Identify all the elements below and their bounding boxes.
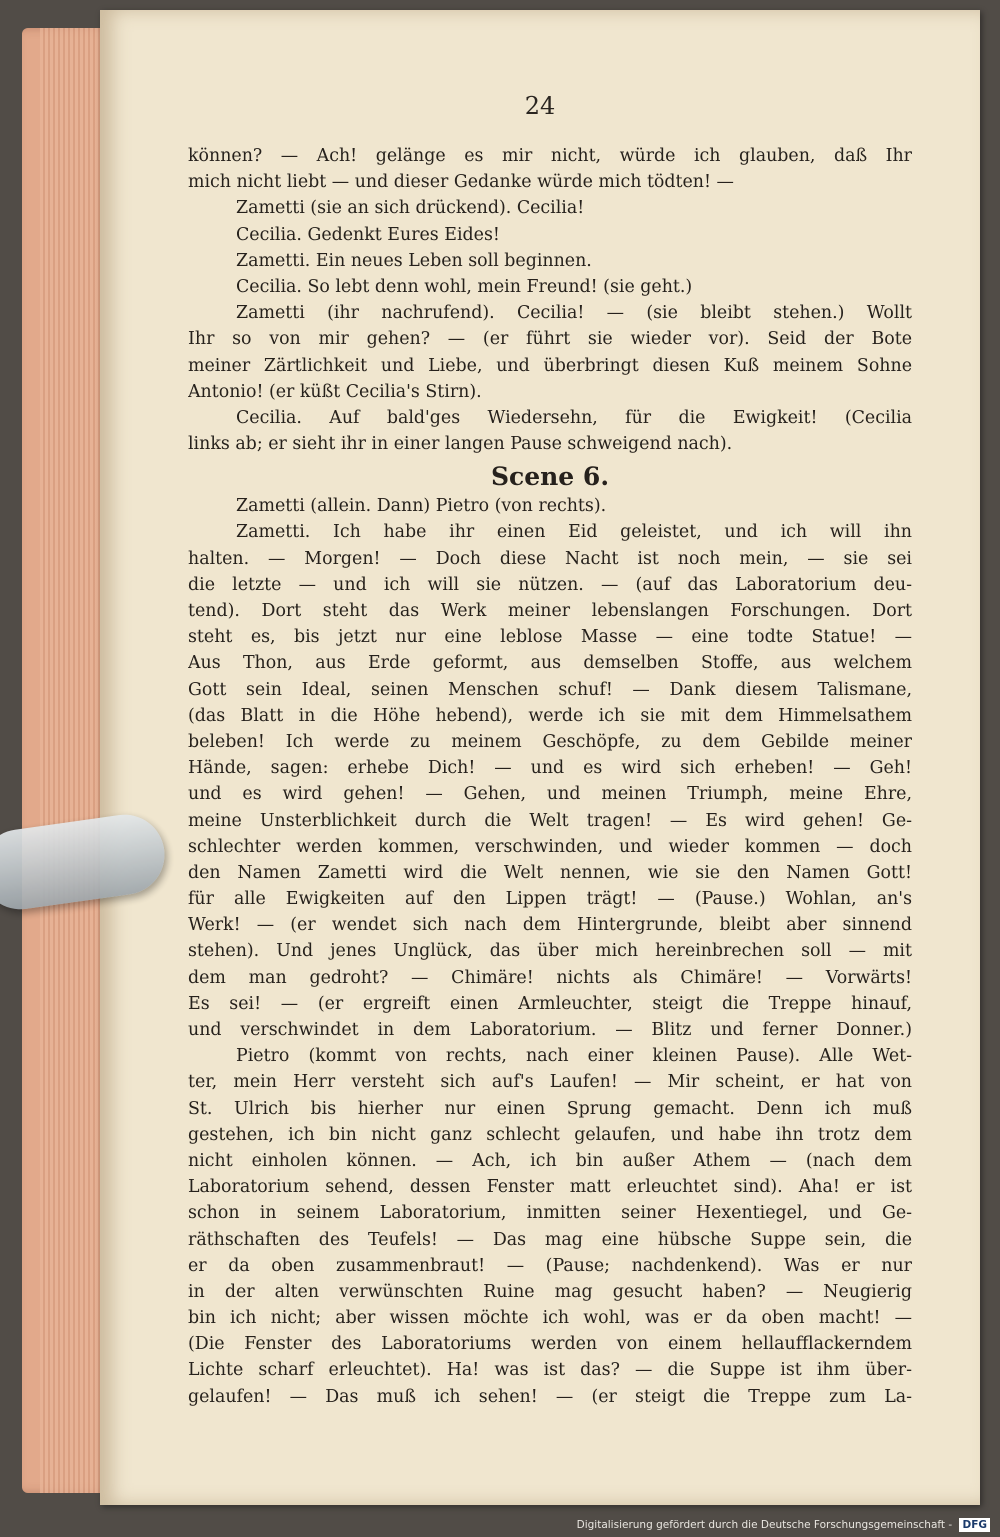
text-line: Laboratorium sehend, dessen Fenster matt erleuchtet sind). Aha! er ist: [188, 1177, 912, 1198]
text-line: Zametti. Ich habe ihr einen Eid geleistet, und ich will ihn: [236, 522, 912, 543]
text-line: können? — Ach! gelänge es mir nicht, würde ich glauben, daß Ihr: [188, 146, 912, 166]
text-line: Hände, sagen: erhebe Dich! — und es wird sich erheben! — Geh!: [188, 758, 912, 779]
book-page: [100, 10, 980, 1505]
stage-direction: Zametti (allein. Dann) Pietro (von rechts).: [236, 496, 607, 517]
text-line: Zametti (sie an sich drückend). Cecilia!: [236, 198, 585, 219]
text-line: Cecilia. So lebt denn wohl, mein Freund! (sie geht.): [236, 276, 693, 297]
text-line: Cecilia. Auf bald'ges Wiedersehn, für die Ewigkeit! (Cecilia: [236, 407, 912, 428]
dfg-logo: DFG: [959, 1518, 990, 1532]
text-line: meiner Zärtlichkeit und Liebe, und überbringt diesen Kuß meinem Sohne: [188, 355, 912, 376]
page-text: [188, 143, 912, 1410]
text-line: dem man gedroht? — Chimäre! nichts als Chimäre! — Vorwärts!: [188, 967, 912, 988]
text-line: Pietro (kommt von rechts, nach einer kleinen Pause). Alle Wet-: [236, 1046, 912, 1067]
text-line: tend). Dort steht das Werk meiner lebenslangen Forschungen. Dort: [188, 601, 912, 621]
text-line: für alle Ewigkeiten auf den Lippen trägt! — (Pause.) Wohlan, an's: [188, 889, 912, 910]
text-line: stehen). Und jenes Unglück, das über mich hereinbrechen soll — mit: [188, 941, 912, 962]
text-line: (Die Fenster des Laboratoriums werden von einem hellaufflackerndem: [188, 1334, 912, 1355]
text-line: gestehen, ich bin nicht ganz schlecht gelaufen, und habe ihn trotz dem: [188, 1124, 912, 1145]
text-line: schon in seinem Laboratorium, inmitten seiner Hexentiegel, und Ge-: [188, 1203, 912, 1224]
text-line: bin ich nicht; aber wissen möchte ich wohl, was er da oben macht! —: [188, 1308, 912, 1329]
text-line: Zametti (ihr nachrufend). Cecilia! — (sie bleibt stehen.) Wollt: [236, 303, 912, 324]
text-line: räthschaften des Teufels! — Das mag eine hübsche Suppe sein, die: [188, 1229, 912, 1250]
text-line: steht es, bis jetzt nur eine leblose Masse — eine todte Statue! —: [188, 627, 912, 648]
text-line: St. Ulrich bis hierher nur einen Sprung gemacht. Denn ich muß: [188, 1098, 912, 1119]
text-line: nicht einholen können. — Ach, ich bin außer Athem — (nach dem: [188, 1150, 912, 1171]
text-line: gelaufen! — Das muß ich sehen! — (er steigt die Treppe zum La-: [188, 1386, 912, 1407]
text-line: und verschwindet in dem Laboratorium. — Blitz und ferner Donner.): [188, 1020, 912, 1040]
text-line: Ihr so von mir gehen? — (er führt sie wieder vor). Seid der Bote: [188, 329, 912, 350]
text-line: Antonio! (er küßt Cecilia's Stirn).: [188, 381, 482, 402]
text-line: links ab; er sieht ihr in einer langen Pause schweigend nach).: [188, 434, 733, 455]
text-line: Gott sein Ideal, seinen Menschen schuf! — Dank diesem Talismane,: [188, 679, 912, 700]
text-line: (das Blatt in die Höhe hebend), werde ich sie mit dem Himmelsathem: [188, 705, 912, 726]
text-line: er da oben zusammenbraut! — (Pause; nachdenkend). Was er nur: [188, 1255, 912, 1276]
text-line: ter, mein Herr versteht sich auf's Laufen! — Mir scheint, er hat von: [188, 1072, 912, 1093]
text-line: Es sei! — (er ergreift einen Armleuchter, steigt die Treppe hinauf,: [188, 993, 912, 1014]
text-line: die letzte — und ich will sie nützen. — (auf das Laboratorium deu-: [188, 574, 912, 595]
text-line: Lichte scharf erleuchtet). Ha! was ist das? — die Suppe ist ihm über-: [188, 1360, 912, 1381]
text-line: beleben! Ich werde zu meinem Geschöpfe, zu dem Gebilde meiner: [188, 731, 912, 752]
text-line: in der alten verwünschten Ruine mag gesucht haben? — Neugierig: [188, 1281, 912, 1302]
text-line: schlechter werden kommen, verschwinden, und wieder kommen — doch: [188, 836, 912, 857]
text-line: Cecilia. Gedenkt Eures Eides!: [236, 224, 500, 245]
text-line: meine Unsterblichkeit durch die Welt tragen! — Es wird gehen! Ge-: [188, 810, 912, 831]
page-number: 24: [524, 92, 556, 120]
text-line: mich nicht liebt — und dieser Gedanke würde mich tödten! —: [188, 172, 734, 193]
text-line: halten. — Morgen! — Doch diese Nacht ist noch mein, — sie sei: [188, 548, 912, 569]
scene-heading: Scene 6.: [490, 462, 610, 492]
text-line: Aus Thon, aus Erde geformt, aus demselben Stoffe, aus welchem: [188, 653, 912, 674]
footer-credit-text: Digitalisierung gefördert durch die Deutsche Forschungsgemeinschaft -: [576, 1519, 953, 1531]
text-line: Zametti. Ein neues Leben soll beginnen.: [236, 250, 592, 271]
text-line: Werk! — (er wendet sich nach dem Hintergrunde, bleibt aber sinnend: [188, 915, 912, 936]
text-line: den Namen Zametti wird die Welt nennen, wie sie den Namen Gott!: [188, 862, 912, 883]
text-line: und es wird gehen! — Gehen, und meinen Triumph, meine Ehre,: [188, 784, 912, 805]
digitization-footer: [560, 1516, 990, 1534]
